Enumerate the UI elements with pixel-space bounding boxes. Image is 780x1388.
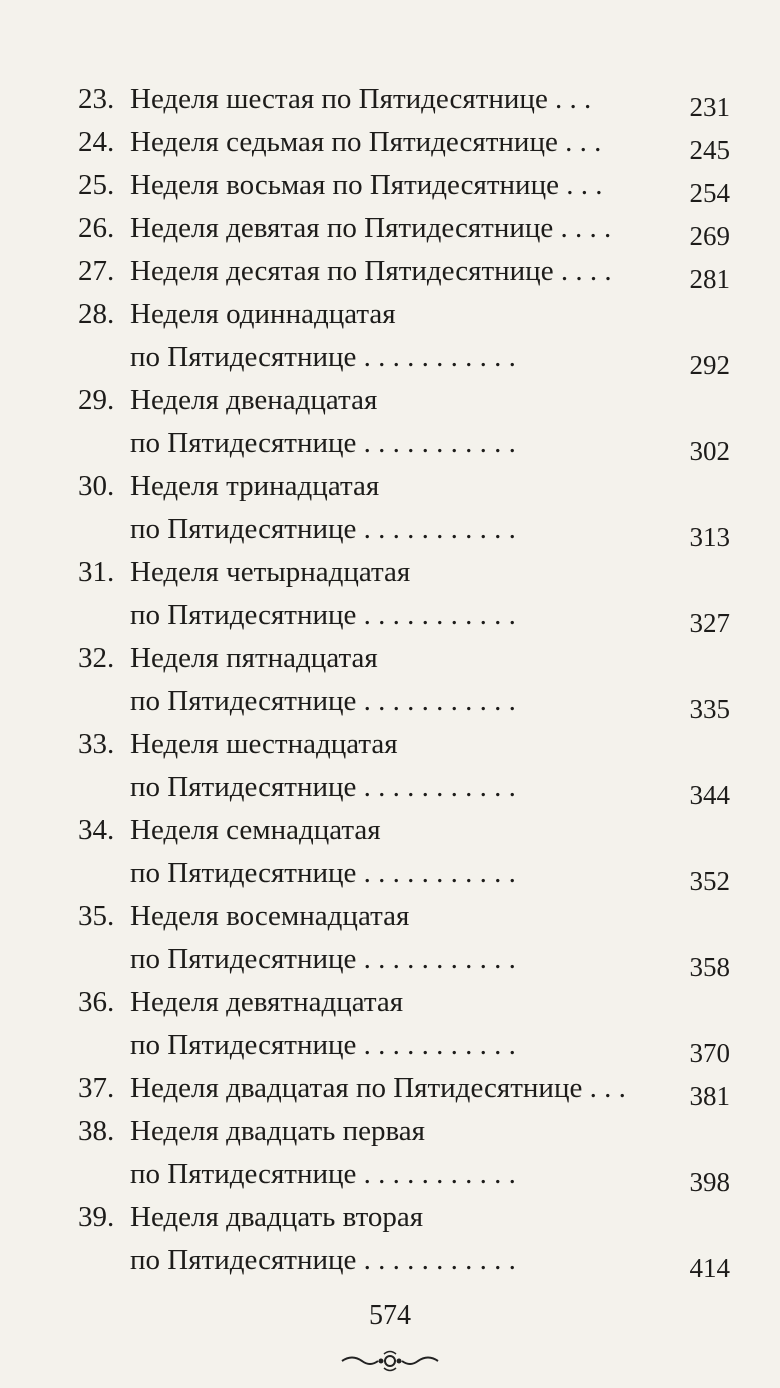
toc-entry-page: 245 <box>689 135 730 165</box>
toc-entry-title: по Пятидесятнице . . . . . . . . . . . <box>130 341 516 373</box>
toc-entry-line <box>0 164 780 207</box>
toc-entry-page: 292 <box>689 350 730 380</box>
toc-entry-page: 281 <box>689 264 730 294</box>
toc-entry-page: 381 <box>689 1081 730 1111</box>
toc-entry-title: по Пятидесятнице . . . . . . . . . . . <box>130 771 516 803</box>
toc-entry-number: 37. <box>78 1072 115 1104</box>
toc-entry-line <box>0 1239 780 1282</box>
toc-entry-title: по Пятидесятнице . . . . . . . . . . . <box>130 685 516 717</box>
toc-entry-page: 302 <box>689 436 730 466</box>
toc-entry-title: по Пятидесятнице . . . . . . . . . . . <box>130 513 516 545</box>
toc-entry-title: по Пятидесятнице . . . . . . . . . . . <box>130 427 516 459</box>
toc-entry-line <box>0 293 780 336</box>
toc-entry-line <box>0 766 780 809</box>
toc-entry-title: Неделя одиннадцатая <box>130 298 396 330</box>
toc-entry-line <box>0 809 780 852</box>
toc-entry-line <box>0 895 780 938</box>
toc-entry-number: 28. <box>78 298 115 330</box>
toc-entry-title: Неделя тринадцатая <box>130 470 380 502</box>
toc-entry-title: Неделя девятнадцатая <box>130 986 404 1018</box>
toc-entry-title: Неделя девятая по Пятидесятнице . . . . <box>130 212 612 244</box>
toc-entry-number: 29. <box>78 384 115 416</box>
toc-entry-title: Неделя седьмая по Пятидесятнице . . . <box>130 126 602 158</box>
toc-entry-number: 36. <box>78 986 115 1018</box>
toc-entry-title: Неделя шестая по Пятидесятнице . . . <box>130 83 592 115</box>
toc-entry-page: 269 <box>689 221 730 251</box>
toc-entry-line <box>0 1067 780 1110</box>
toc-entry-title: по Пятидесятнице . . . . . . . . . . . <box>130 1158 516 1190</box>
toc-entry-number: 35. <box>78 900 115 932</box>
toc-entry-line <box>0 78 780 121</box>
toc-entry-page: 313 <box>689 522 730 552</box>
toc-entry-line <box>0 121 780 164</box>
toc-entry-line <box>0 981 780 1024</box>
toc-entry-line <box>0 1153 780 1196</box>
toc-entry-number: 32. <box>78 642 115 674</box>
toc-entry-line <box>0 852 780 895</box>
toc-entry-line <box>0 1110 780 1153</box>
toc-entry-title: по Пятидесятнице . . . . . . . . . . . <box>130 1244 516 1276</box>
toc-entry-number: 25. <box>78 169 115 201</box>
toc-entry-page: 335 <box>689 694 730 724</box>
toc-entry-page: 352 <box>689 866 730 896</box>
toc-entry-title: по Пятидесятнице . . . . . . . . . . . <box>130 1029 516 1061</box>
toc-entry-line <box>0 379 780 422</box>
toc-entry-title: по Пятидесятнице . . . . . . . . . . . <box>130 857 516 889</box>
toc-entry-page: 344 <box>689 780 730 810</box>
toc-entry-line <box>0 680 780 723</box>
toc-entry-line <box>0 422 780 465</box>
toc-entry-number: 24. <box>78 126 115 158</box>
toc-entry-page: 327 <box>689 608 730 638</box>
toc-entry-title: по Пятидесятнице . . . . . . . . . . . <box>130 599 516 631</box>
toc-entry-page: 358 <box>689 952 730 982</box>
decorative-flourish-icon <box>340 1346 440 1376</box>
page-number: 574 <box>369 1300 411 1331</box>
toc-entry-page: 370 <box>689 1038 730 1068</box>
toc-entry-line <box>0 594 780 637</box>
toc-entry-number: 31. <box>78 556 115 588</box>
toc-entry-page: 254 <box>689 178 730 208</box>
toc-entry-line <box>0 250 780 293</box>
toc-entry-line <box>0 1196 780 1239</box>
toc-entry-title: Неделя четырнадцатая <box>130 556 411 588</box>
toc-entry-title: Неделя двадцатая по Пятидесятнице . . . <box>130 1072 626 1104</box>
toc-entry-page: 398 <box>689 1167 730 1197</box>
toc-entry-number: 26. <box>78 212 115 244</box>
toc-entry-page: 231 <box>689 92 730 122</box>
toc-entry-line <box>0 938 780 981</box>
toc-entry-title: по Пятидесятнице . . . . . . . . . . . <box>130 943 516 975</box>
toc-entry-number: 38. <box>78 1115 115 1147</box>
toc-entry-line <box>0 508 780 551</box>
toc-entry-line <box>0 637 780 680</box>
toc-entry-line <box>0 723 780 766</box>
toc-entry-title: Неделя двадцать вторая <box>130 1201 424 1233</box>
toc-entry-title: Неделя шестнадцатая <box>130 728 398 760</box>
toc-entry-number: 27. <box>78 255 115 287</box>
toc-entry-number: 23. <box>78 83 115 115</box>
toc-entry-number: 34. <box>78 814 115 846</box>
toc-entry-line <box>0 1024 780 1067</box>
toc-entry-number: 30. <box>78 470 115 502</box>
toc-entry-title: Неделя двенадцатая <box>130 384 378 416</box>
toc-entry-title: Неделя десятая по Пятидесятнице . . . . <box>130 255 612 287</box>
toc-entry-title: Неделя пятнадцатая <box>130 642 378 674</box>
toc-entry-title: Неделя восьмая по Пятидесятнице . . . <box>130 169 603 201</box>
toc-entry-page: 414 <box>689 1253 730 1283</box>
table-of-contents <box>0 78 780 1282</box>
toc-entry-line <box>0 465 780 508</box>
toc-entry-number: 39. <box>78 1201 115 1233</box>
toc-entry-line <box>0 551 780 594</box>
toc-entry-title: Неделя двадцать первая <box>130 1115 426 1147</box>
toc-entry-line <box>0 336 780 379</box>
toc-entry-number: 33. <box>78 728 115 760</box>
toc-entry-title: Неделя восемнадцатая <box>130 900 410 932</box>
toc-entry-title: Неделя семнадцатая <box>130 814 381 846</box>
toc-entry-line <box>0 207 780 250</box>
